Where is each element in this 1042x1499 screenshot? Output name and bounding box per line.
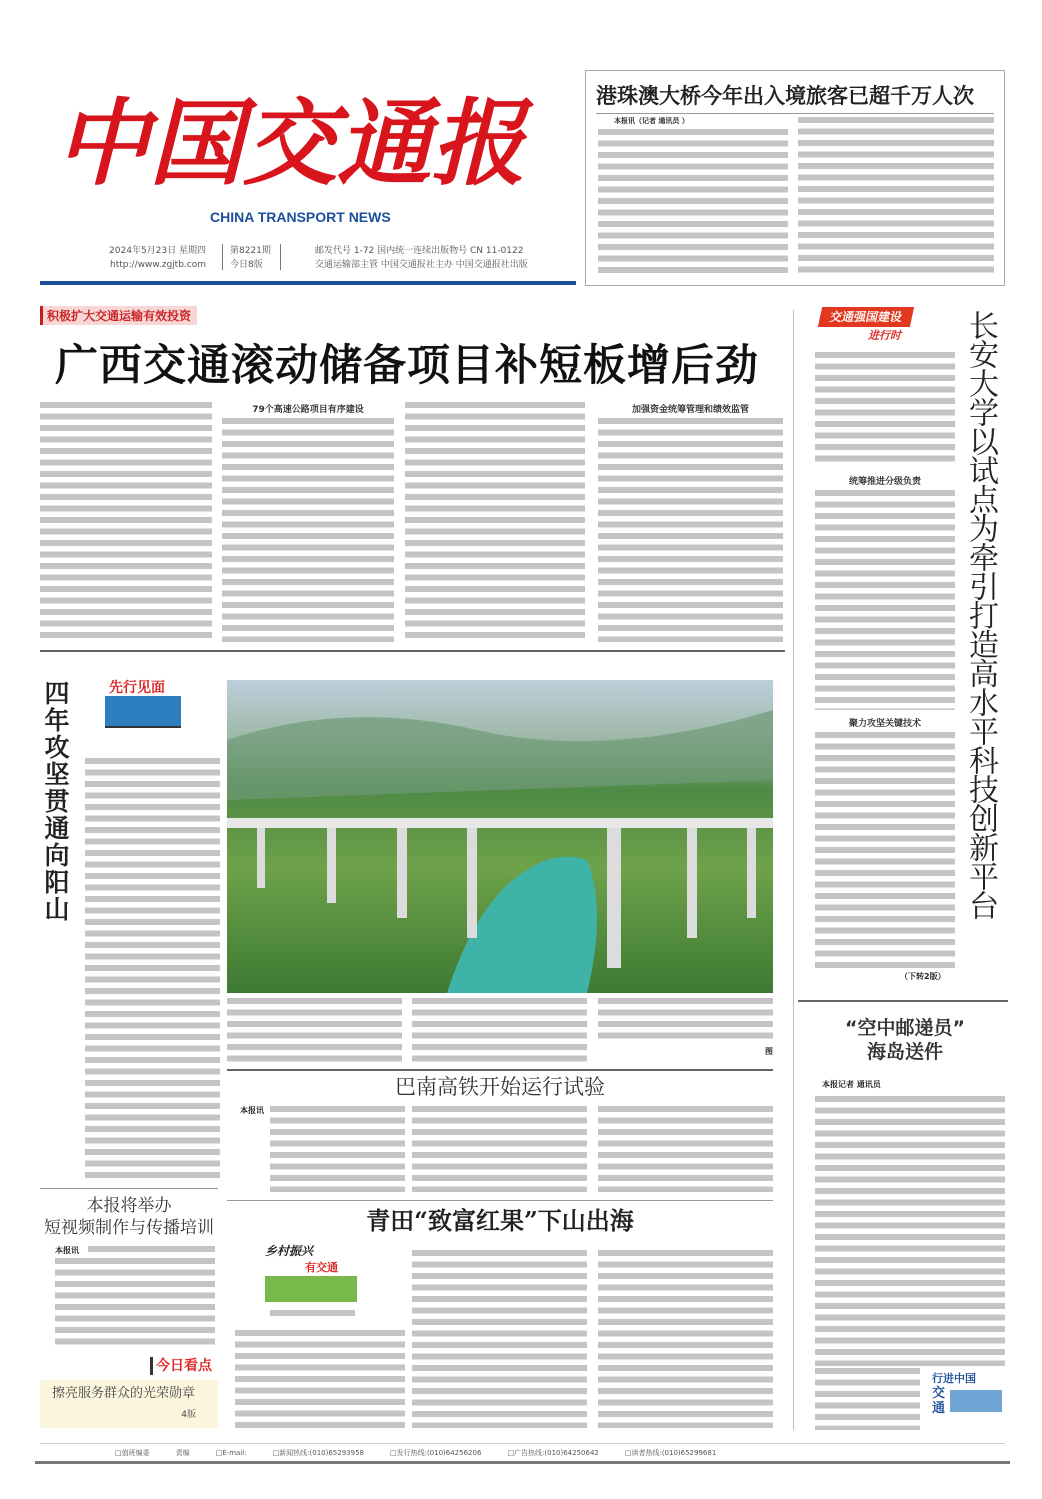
section-tag: 积极扩大交通运输有效投资 — [40, 306, 197, 325]
footer-distribution-hotline: □发行热线:(010)64256206 — [389, 1449, 482, 1457]
rural-logo-line2: 有交通 — [305, 1261, 338, 1274]
postal-byline: 本报记者 通讯员 — [822, 1080, 881, 1089]
masthead-logo: 中国交通报 — [55, 89, 526, 199]
masthead-english: CHINA TRANSPORT NEWS — [210, 209, 391, 225]
series-badge — [820, 306, 952, 348]
right-vertical-headline[interactable]: 长安大学以试点为牵引打造高水平科技创新平台 — [963, 310, 998, 919]
masthead-rule — [40, 281, 576, 285]
postal-logo-line1: 行进中国 — [932, 1372, 976, 1385]
bridge-photo[interactable] — [227, 680, 773, 993]
footer-info — [115, 1449, 985, 1458]
bridge-illustration — [227, 680, 773, 993]
series-badge-line1: 交通强国建设 — [818, 307, 914, 327]
issue-number: 第8221期 — [230, 246, 271, 256]
postal-headline-line2: 海岛送件 — [866, 1041, 943, 1063]
today-item: 擦亮服务群众的光荣勋章 — [52, 1386, 196, 1401]
today-box[interactable] — [40, 1380, 218, 1428]
issue-date: 2024年5月23日 星期四 — [109, 246, 206, 256]
postal-logo-line2: 交通 — [932, 1386, 946, 1416]
today-label: 今日看点 — [150, 1357, 212, 1375]
photo-credit: 图 — [765, 1047, 773, 1056]
website-url[interactable]: http://www.zgjtb.com — [110, 260, 206, 270]
series-badge-line2: 进行时 — [868, 329, 901, 342]
page-count: 今日8版 — [230, 260, 263, 270]
lead-subhead-1: 79个高速公路项目有序建设 — [252, 405, 364, 415]
brief-headline[interactable]: 巴南高铁开始运行试验 — [395, 1075, 605, 1099]
lead-headline[interactable]: 广西交通滚动储备项目补短板增后劲 — [55, 341, 759, 391]
rural-logo — [265, 1244, 357, 1302]
footer-editor: □值班编委 — [115, 1449, 150, 1457]
right-subhead-2: 聚力攻坚关键技术 — [848, 719, 921, 729]
footer-ad-hotline: □广告热线:(010)64250642 — [507, 1449, 599, 1457]
notice-headline-line1: 本报将举办 — [86, 1196, 172, 1216]
top-story-box — [585, 70, 1005, 286]
continued-note: （下转2版） — [900, 972, 946, 981]
top-story-byline: 本报讯（记者 通讯员 ） — [614, 117, 689, 125]
footer-duty-editor: 责编 — [175, 1449, 190, 1457]
top-story-headline[interactable]: 港珠澳大桥今年出入境旅客已超千万人次 — [596, 84, 974, 108]
lead-subhead-2: 加强资金统筹管理和绩效监管 — [631, 405, 749, 415]
notice-byline: 本报讯 — [55, 1246, 79, 1255]
today-page: 4版 — [181, 1410, 196, 1420]
footer-email[interactable]: □E-mail: — [215, 1449, 247, 1457]
rural-logo-line1: 乡村振兴 — [265, 1244, 314, 1258]
brief-byline: 本报讯 — [240, 1106, 264, 1115]
footer-reader-hotline: □读者热线:(010)65299681 — [624, 1449, 717, 1457]
footer-rule — [35, 1461, 1010, 1464]
postal-logo — [932, 1372, 1004, 1430]
column-logo-text: 先行见面 — [109, 680, 165, 696]
feature-vertical-title[interactable]: 四年攻坚贯通向阳山 — [41, 680, 70, 923]
rural-headline[interactable]: 青田“致富红果”下山出海 — [366, 1206, 634, 1235]
column-logo — [105, 676, 181, 728]
postal-code: 邮发代号 1-72 国内统一连续出版物号 CN 11-0122 — [315, 246, 524, 256]
postal-headline[interactable] — [800, 1016, 1010, 1064]
publisher-info: 交通运输部主管 中国交通报社主办 中国交通报社出版 — [315, 260, 528, 270]
right-subhead-1: 统筹推进分级负责 — [848, 477, 921, 487]
footer-news-hotline: □新闻热线:(010)65293958 — [272, 1449, 364, 1457]
notice-headline-line2: 短视频制作与传播培训 — [44, 1218, 214, 1238]
postal-headline-line1: “空中邮递员” — [845, 1017, 965, 1039]
notice-headline[interactable] — [40, 1195, 218, 1239]
